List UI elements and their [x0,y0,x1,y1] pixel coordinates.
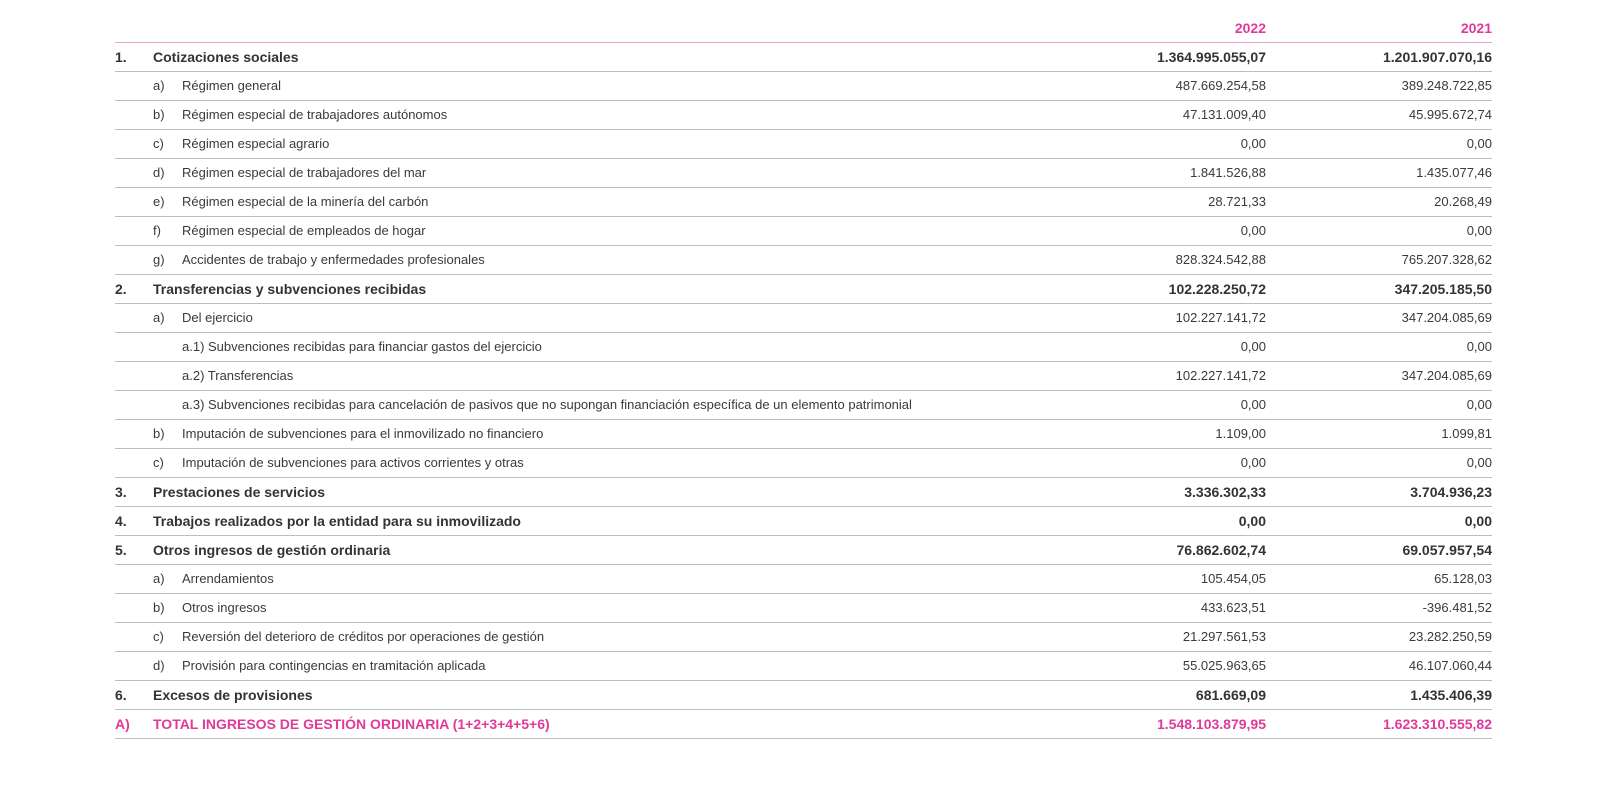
value-2022: 1.548.103.879,95 [1157,716,1266,732]
row-letter: c) [153,629,164,644]
row-label: Régimen especial de trabajadores del mar [182,165,427,180]
value-2022: 1.841.526,88 [1190,165,1266,180]
table-header [115,14,1492,43]
income-statement-table [115,14,1492,739]
value-2021: 0,00 [1466,455,1492,470]
value-2021: 0,00 [1464,513,1492,529]
row-number: 1. [115,49,127,65]
row-label: Accidentes de trabajo y enfermedades profesionales [182,252,485,267]
row-letter: e) [153,194,165,209]
row-letter: f) [153,223,161,238]
value-2021: 65.128,03 [1434,571,1492,586]
value-2022: 47.131.009,40 [1182,107,1266,122]
value-2021: 347.205.185,50 [1394,281,1492,297]
row-letter: a) [153,571,165,586]
value-2021: 1.435.406,39 [1410,687,1492,703]
row-number: A) [115,716,130,732]
table-row [115,478,1492,507]
value-2021: 69.057.957,54 [1402,542,1492,558]
value-2022: 3.336.302,33 [1184,484,1266,500]
total-row [115,710,1492,739]
row-label: Provisión para contingencias en tramitación aplicada [182,658,486,673]
row-label: Cotizaciones sociales [153,49,299,65]
value-2021: 765.207.328,62 [1401,252,1492,267]
table-row [115,130,1492,159]
row-label: Transferencias y subvenciones recibidas [153,281,427,297]
table-row [115,594,1492,623]
year-2021-header: 2021 [1460,20,1492,36]
value-2021: 1.435.077,46 [1416,165,1492,180]
value-2021: 46.107.060,44 [1408,658,1492,673]
value-2021: 45.995.672,74 [1408,107,1492,122]
table-row [115,507,1492,536]
row-label: a.3) Subvenciones recibidas para cancelación de pasivos que no supongan financiación específica de un elemento patrimonial [182,397,912,412]
value-2021: 1.201.907.070,16 [1383,49,1492,65]
value-2022: 55.025.963,65 [1182,658,1266,673]
row-label: Otros ingresos de gestión ordinaria [153,542,391,558]
value-2022: 102.227.141,72 [1175,368,1266,383]
value-2022: 487.669.254,58 [1175,78,1266,93]
row-label: Imputación de subvenciones para activos corrientes y otras [182,455,524,470]
row-label: a.1) Subvenciones recibidas para financiar gastos del ejercicio [182,339,542,354]
row-letter: g) [153,252,165,267]
value-2021: 1.099,81 [1441,426,1492,441]
table-row [115,681,1492,710]
row-number: 4. [115,513,127,529]
value-2021: 389.248.722,85 [1401,78,1492,93]
value-2022: 76.862.602,74 [1176,542,1266,558]
row-number: 6. [115,687,127,703]
row-letter: b) [153,600,165,615]
value-2022: 105.454,05 [1200,571,1266,586]
value-2022: 0,00 [1240,223,1266,238]
value-2022: 21.297.561,53 [1182,629,1266,644]
row-label: Excesos de provisiones [153,687,313,703]
value-2021: 0,00 [1466,339,1492,354]
value-2021: 347.204.085,69 [1401,310,1492,325]
row-letter: c) [153,455,164,470]
year-2022-header: 2022 [1234,20,1266,36]
value-2021: 0,00 [1466,223,1492,238]
table-row [115,391,1492,420]
row-label: Trabajos realizados por la entidad para su inmovilizado [153,513,521,529]
row-label: Del ejercicio [182,310,253,325]
value-2022: 1.109,00 [1215,426,1266,441]
row-label: a.2) Transferencias [182,368,294,383]
value-2022: 433.623,51 [1200,600,1266,615]
table-row [115,565,1492,594]
table-row [115,275,1492,304]
table-row [115,449,1492,478]
value-2022: 828.324.542,88 [1175,252,1266,267]
table-row [115,333,1492,362]
value-2021: 0,00 [1466,397,1492,412]
value-2022: 102.227.141,72 [1175,310,1266,325]
value-2022: 0,00 [1240,455,1266,470]
row-letter: d) [153,658,165,673]
table-row [115,304,1492,333]
value-2022: 1.364.995.055,07 [1157,49,1266,65]
value-2021: 3.704.936,23 [1410,484,1492,500]
row-letter: b) [153,426,165,441]
row-label: Arrendamientos [182,571,274,586]
row-letter: d) [153,165,165,180]
row-letter: c) [153,136,164,151]
value-2022: 28.721,33 [1208,194,1266,209]
value-2022: 0,00 [1240,136,1266,151]
table-row [115,420,1492,449]
row-label: Régimen general [182,78,282,93]
row-number: 5. [115,542,127,558]
row-label: TOTAL INGRESOS DE GESTIÓN ORDINARIA (1+2+3+4+5+6) [153,716,550,732]
table-row [115,72,1492,101]
row-label: Régimen especial de empleados de hogar [182,223,426,238]
value-2021: 1.623.310.555,82 [1383,716,1492,732]
row-letter: a) [153,78,165,93]
value-2021: -396.481,52 [1422,600,1492,615]
table-row [115,217,1492,246]
row-label: Régimen especial agrario [182,136,330,151]
row-label: Imputación de subvenciones para el inmovilizado no financiero [182,426,544,441]
table-row [115,159,1492,188]
row-letter: b) [153,107,165,122]
value-2022: 681.669,09 [1195,687,1266,703]
row-number: 2. [115,281,127,297]
row-label: Régimen especial de trabajadores autónomos [182,107,448,122]
value-2021: 20.268,49 [1434,194,1492,209]
value-2021: 347.204.085,69 [1401,368,1492,383]
row-label: Prestaciones de servicios [153,484,325,500]
table-row [115,652,1492,681]
row-label: Reversión del deterioro de créditos por operaciones de gestión [182,629,545,644]
table-row [115,536,1492,565]
value-2021: 23.282.250,59 [1408,629,1492,644]
table-row [115,43,1492,72]
value-2022: 0,00 [1238,513,1266,529]
row-letter: a) [153,310,165,325]
row-label: Régimen especial de la minería del carbón [182,194,429,209]
row-number: 3. [115,484,127,500]
value-2021: 0,00 [1466,136,1492,151]
table-row [115,101,1492,130]
table-row [115,188,1492,217]
table-row [115,362,1492,391]
table-row [115,246,1492,275]
table-row [115,623,1492,652]
value-2022: 0,00 [1240,339,1266,354]
row-label: Otros ingresos [182,600,267,615]
value-2022: 102.228.250,72 [1168,281,1266,297]
value-2022: 0,00 [1240,397,1266,412]
